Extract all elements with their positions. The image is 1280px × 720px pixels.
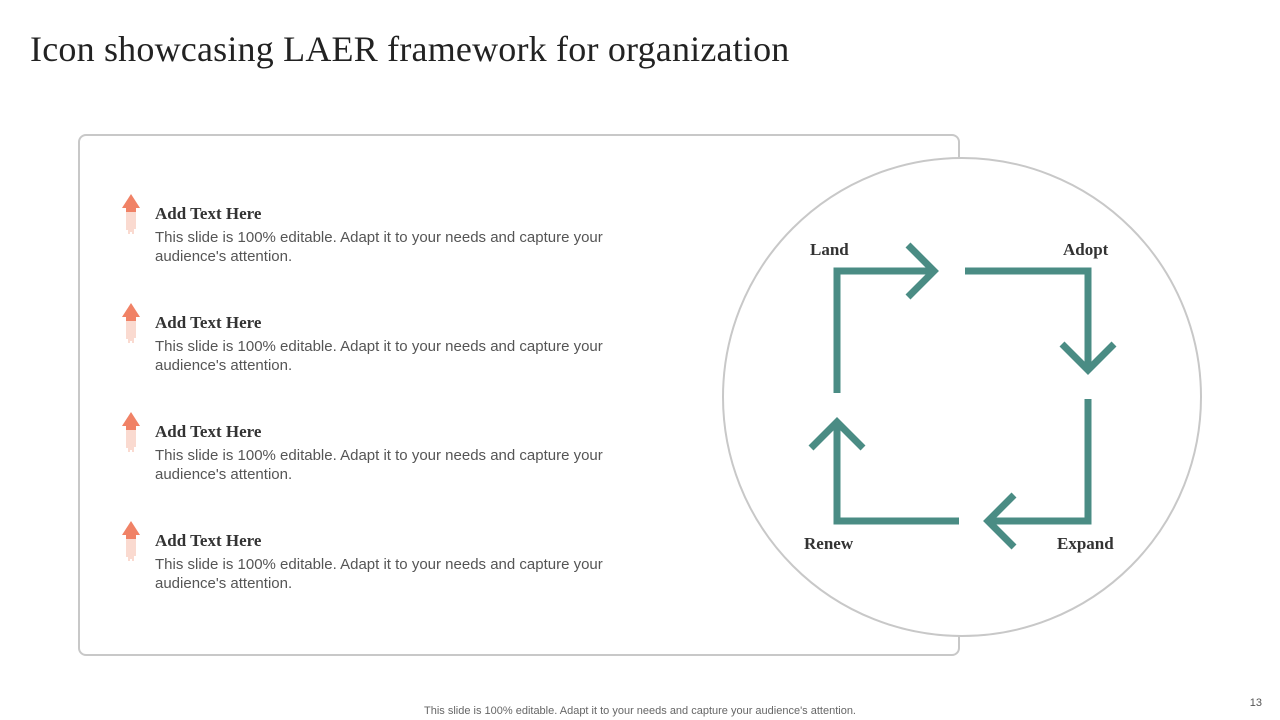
arrow-land-to-adopt — [837, 245, 934, 393]
item-heading: Add Text Here — [155, 313, 262, 332]
item-body: This slide is 100% editable. Adapt it to your needs and capture your audience's attention. — [155, 556, 603, 592]
list-item — [120, 204, 640, 266]
slide-title: Icon showcasing LAER framework for organization — [30, 29, 790, 69]
laer-cycle-diagram — [722, 157, 1202, 637]
item-heading: Add Text Here — [155, 422, 262, 441]
rocket-icon — [120, 521, 142, 561]
rocket-icon — [120, 303, 142, 343]
rocket-icon — [120, 412, 142, 452]
item-heading: Add Text Here — [155, 531, 262, 550]
list-item — [120, 422, 640, 484]
list-item — [120, 313, 640, 375]
item-body: This slide is 100% editable. Adapt it to your needs and capture your audience's attention. — [155, 338, 603, 374]
footer-note: This slide is 100% editable. Adapt it to your needs and capture your audience's attention. — [424, 705, 856, 717]
page-number: 13 — [1249, 697, 1262, 709]
list-item — [120, 531, 640, 593]
arrow-adopt-to-expand — [965, 271, 1114, 370]
stage-label-adopt: Adopt — [1063, 240, 1109, 259]
arrow-expand-to-renew — [988, 399, 1088, 547]
rocket-icon — [120, 194, 142, 234]
stage-label-expand: Expand — [1057, 534, 1114, 553]
arrow-renew-to-land — [811, 422, 959, 521]
item-heading: Add Text Here — [155, 204, 262, 223]
item-body: This slide is 100% editable. Adapt it to your needs and capture your audience's attention. — [155, 447, 603, 483]
stage-label-land: Land — [810, 240, 849, 259]
item-body: This slide is 100% editable. Adapt it to your needs and capture your audience's attention. — [155, 229, 603, 265]
stage-label-renew: Renew — [804, 534, 854, 553]
